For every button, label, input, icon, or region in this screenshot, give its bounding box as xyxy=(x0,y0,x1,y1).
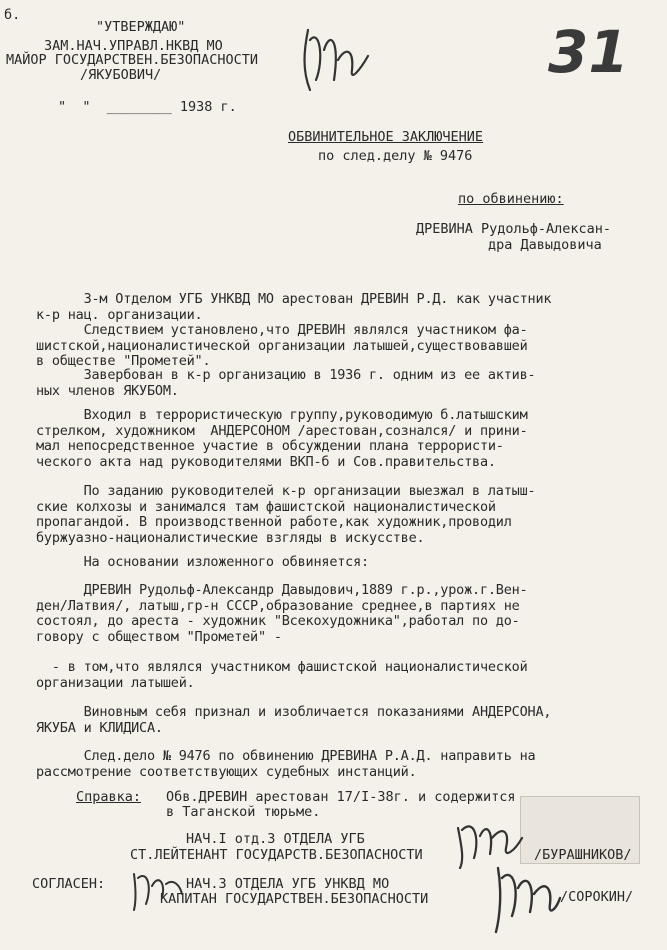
paragraph-confession: Виновным себя признал и изобличается показаниями АНДЕРСОНА, ЯКУБА и КЛИДИСА. xyxy=(36,704,552,736)
paragraph-arrest: 3-м Отделом УГБ УНКВД МО арестован ДРЕВИН Р.Д. как участник к-р нац. организации. xyxy=(36,291,552,323)
signatory-2-signature xyxy=(488,858,564,938)
paragraph-propaganda: По заданию руководителей к-р организации выезжал в латыш- ские колхозы и занимался там фашистской националистической пропагандой. В производственной работе,как художник,проводил буржуазно-националистические взгляды в искусстве. xyxy=(36,483,536,546)
agreed-label: СОГЛАСЕН: xyxy=(32,876,106,892)
document-title: ОБВИНИТЕЛЬНОЕ ЗАКЛЮЧЕНИЕ xyxy=(288,129,484,145)
paragraph-charge: - в том,что являлся участником фашистской националистической организации латышей. xyxy=(36,659,528,691)
signatory-2-name: /СОРОКИН/ xyxy=(560,889,634,905)
accused-name-line-2: дра Давыдовича xyxy=(488,237,602,253)
paragraph-investigation: Следствием установлено,что ДРЕВИН являлся участником фа- шистской,националистической организации латышей,существовавшей в обществе "Прометей". xyxy=(36,322,528,370)
paragraph-accused-details: ДРЕВИН Рудольф-Александр Давыдович,1889 г.р.,урож.г.Вен- ден/Латвия/, латыш,гр-н СССР,образование среднее,в партиях не состоял, до ареста - художник "Всекохудожника",работал по до- говору с обществом "Прометей" - xyxy=(36,582,528,645)
note-text-1: Обв.ДРЕВИН арестован 17/I-38г. и содержится xyxy=(166,789,516,805)
note-text-2: в Таганской тюрьме. xyxy=(166,804,321,820)
approve-line-1: ЗАМ.НАЧ.УПРАВЛ.НКВД МО xyxy=(44,38,223,54)
accusation-label: по обвинению: xyxy=(458,191,564,207)
approval-date: " " ________ 1938 г. xyxy=(58,99,237,115)
approve-line-2: МАЙОР ГОСУДАРСТВЕН.БЕЗОПАСНОСТИ xyxy=(6,52,258,68)
paragraph-charged: На основании изложенного обвиняется: xyxy=(36,554,369,570)
case-number: по след.делу № 9476 xyxy=(318,148,473,164)
approve-title: "УТВЕРЖДАЮ" xyxy=(96,19,186,35)
page-number: 31 xyxy=(548,18,629,86)
approver-signature xyxy=(294,20,374,100)
signatory-1-title: НАЧ.I отд.3 ОТДЕЛА УГБ xyxy=(186,831,365,847)
accused-name-line-1: ДРЕВИНА Рудольф-Алексан- xyxy=(416,221,612,237)
paragraph-recruitment: Завербован в к-р организацию в 1936 г. одним из ее актив- ных членов ЯКУБОМ. xyxy=(36,367,536,399)
signatory-2-title: НАЧ.3 ОТДЕЛА УГБ УНКВД МО xyxy=(186,876,390,892)
signatory-2-rank: КАПИТАН ГОСУДАРСТВЕН.БЕЗОПАСНОСТИ xyxy=(160,891,429,907)
approve-line-3: /ЯКУБОВИЧ/ xyxy=(80,67,162,83)
signatory-1-name: /БУРАШНИКОВ/ xyxy=(534,847,632,863)
paragraph-terror-group: Входил в террористическую группу,руководимую б.латышским стрелком, художником АНДЕРСОНОМ /арестован,сознался/ и прини- мал непосредственное участие в обсуждении плана террористи- ческого акта над руководителями ВКП-б и Сов.правительства. xyxy=(36,407,528,470)
note-label: Справка: xyxy=(76,789,142,805)
agreed-initials-signature xyxy=(128,864,188,914)
signatory-1-rank: СТ.ЛЕЙТЕНАНТ ГОСУДАРСТВ.БЕЗОПАСНОСТИ xyxy=(130,847,423,863)
corner-mark: б. xyxy=(4,7,21,23)
paragraph-referral: След.дело № 9476 по обвинению ДРЕВИНА Р.А.Д. направить на рассмотрение соответствующих судебных инстанций. xyxy=(36,748,536,780)
